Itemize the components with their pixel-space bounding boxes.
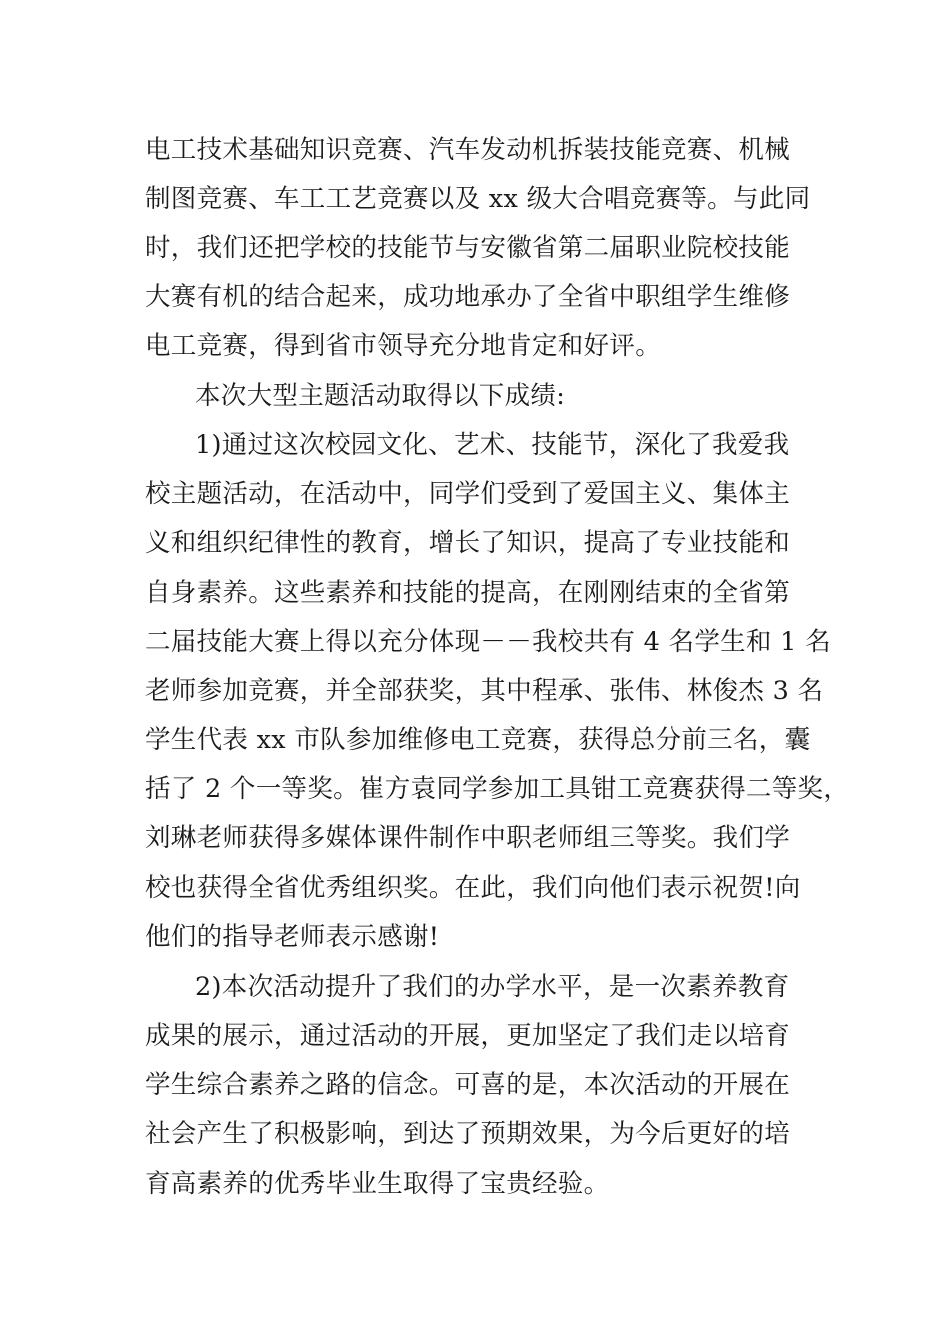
text-line: 电工技术基础知识竞赛、汽车发动机拆装技能竞赛、机械	[145, 135, 791, 165]
text-line: 老师参加竞赛，并全部获奖，其中程承、张伟、林俊杰 3 名	[145, 676, 824, 706]
text-line: 电工竞赛，得到省市领导充分地肯定和好评。	[145, 331, 662, 361]
text-line: 学生代表 xx 市队参加维修电工竞赛，获得总分前三名，囊	[145, 725, 811, 755]
text-line: 社会产生了积极影响，到达了预期效果，为今后更好的培	[145, 1119, 791, 1149]
text-line: 校也获得全省优秀组织奖。在此，我们向他们表示祝贺!向	[145, 873, 801, 903]
text-line: 刘琳老师获得多媒体课件制作中职老师组三等奖。我们学	[145, 823, 791, 853]
text-line: 育高素养的优秀毕业生取得了宝贵经验。	[145, 1169, 610, 1199]
paragraph-start-line: 本次大型主题活动取得以下成绩:	[195, 381, 566, 411]
text-line: 括了 2 个一等奖。崔方袁同学参加工具钳工竞赛获得二等奖，	[145, 774, 850, 804]
text-line: 二届技能大赛上得以充分体现－－我校共有 4 名学生和 1 名	[145, 627, 831, 657]
text-line: 成果的展示，通过活动的开展，更加坚定了我们走以培育	[145, 1021, 791, 1051]
paragraph-start-line: 1)通过这次校园文化、艺术、技能节，深化了我爱我	[195, 430, 790, 460]
text-line: 学生综合素养之路的信念。可喜的是，本次活动的开展在	[145, 1070, 791, 1100]
text-line: 自身素养。这些素养和技能的提高，在刚刚结束的全省第	[145, 578, 791, 608]
text-line: 他们的指导老师表示感谢!	[145, 922, 440, 952]
text-line: 校主题活动，在活动中，同学们受到了爱国主义、集体主	[145, 479, 791, 509]
paragraph-start-line: 2)本次活动提升了我们的办学水平，是一次素养教育	[195, 972, 790, 1002]
text-line: 大赛有机的结合起来，成功地承办了全省中职组学生维修	[145, 282, 791, 312]
text-line: 义和组织纪律性的教育，增长了知识，提高了专业技能和	[145, 528, 791, 558]
text-line: 时，我们还把学校的技能节与安徽省第二届职业院校技能	[145, 233, 791, 263]
text-line: 制图竞赛、车工工艺竞赛以及 xx 级大合唱竞赛等。与此同	[145, 184, 811, 214]
